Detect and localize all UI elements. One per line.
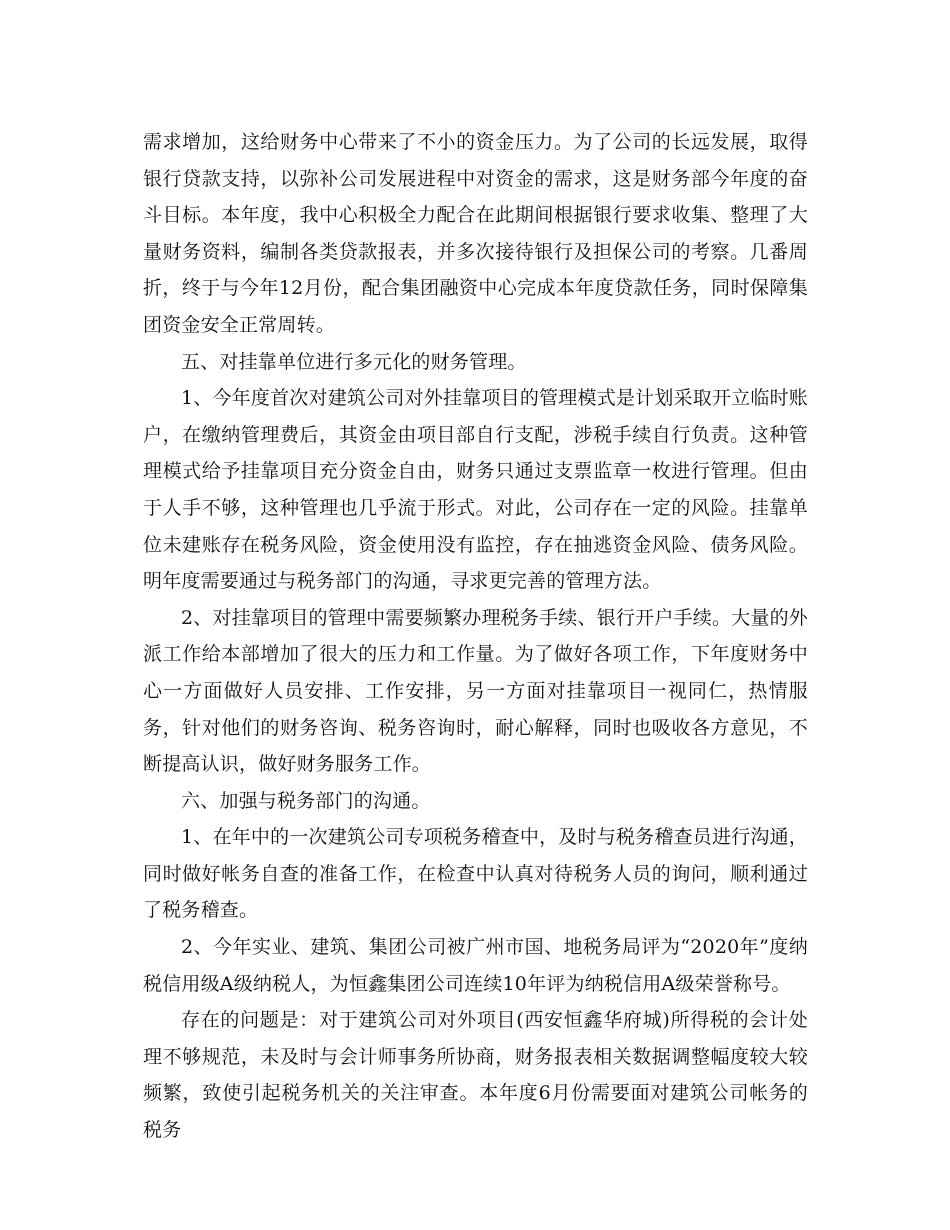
section-heading-6: 六、加强与税务部门的沟通。: [181, 789, 431, 812]
paragraph-6-2: 2、今年实业、建筑、集团公司被广州市国、地税务局评为“2020年”度纳税信用级A级纳税人，为恒鑫集团公司连续10年评为纳税信用A级荣誉称号。: [143, 936, 808, 995]
section-heading-5: 五、对挂靠单位进行多元化的财务管理。: [181, 350, 527, 373]
paragraph-6-1: 1、在年中的一次建筑公司专项税务稽查中，及时与税务稽查员进行沟通，同时做好帐务自查的准备工作，在检查中认真对待税务人员的询问，顺利通过了税务稽查。: [143, 826, 808, 922]
paragraph-existing-problems: 存在的问题是：对于建筑公司对外项目(西安恒鑫华府城)所得税的会计处理不够规范，未及时与会计师事务所协商，财务报表相关数据调整幅度较大较频繁，致使引起税务机关的关注审查。本年度6月份需要面对建筑公司帐务的税务: [143, 1009, 808, 1142]
paragraph-5-1: 1、今年度首次对建筑公司对外挂靠项目的管理模式是计划采取开立临时账户，在缴纳管理费后，其资金由项目部自行支配，涉税手续自行负责。这种管理模式给予挂靠项目充分资金自由，财务只通过支票监章一枚进行管理。但由于人手不够，这种管理也几乎流于形式。对此，公司存在一定的风险。挂靠单位未建账存在税务风险，资金使用没有监控，存在抽逃资金风险、债务风险。明年度需要通过与税务部门的沟通，寻求更完善的管理方法。: [143, 387, 808, 593]
paragraph-5-2: 2、对挂靠项目的管理中需要频繁办理税务手续、银行开户手续。大量的外派工作给本部增加了很大的压力和工作量。为了做好各项工作，下年度财务中心一方面做好人员安排、工作安排，另一方面对挂靠项目一视同仁，热情服务，针对他们的财务咨询、税务咨询时，耐心解释，同时也吸收各方意见，不断提高认识，做好财务服务工作。: [143, 606, 808, 776]
document-body: [143, 124, 808, 1149]
paragraph-funding-pressure: 需求增加，这给财务中心带来了不小的资金压力。为了公司的长远发展，取得银行贷款支持，以弥补公司发展进程中对资金的需求，这是财务部今年度的奋斗目标。本年度，我中心积极全力配合在此期间根据银行要求收集、整理了大量财务资料，编制各类贷款报表，并多次接待银行及担保公司的考察。几番周折，终于与今年12月份，配合集团融资中心完成本年度贷款任务，同时保障集团资金安全正常周转。: [143, 131, 808, 336]
